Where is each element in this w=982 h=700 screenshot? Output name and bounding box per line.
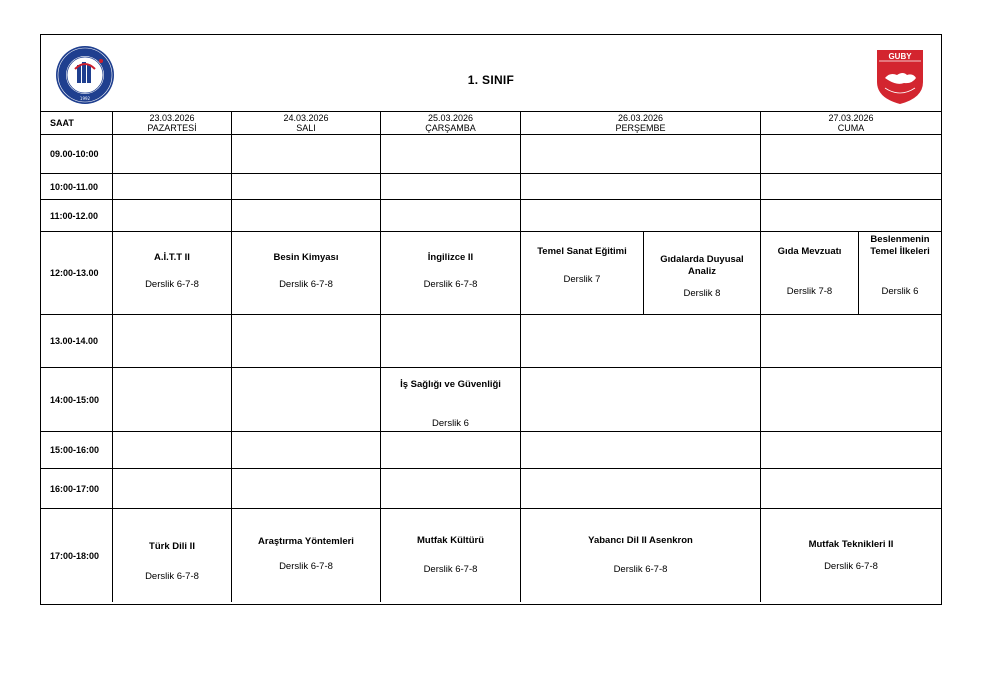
empty-cell (232, 469, 381, 509)
empty-cell (521, 469, 761, 509)
time-slot: 17:00-18:00 (41, 509, 113, 602)
course-name: Gıda Mevzuatı (777, 246, 842, 257)
empty-cell (521, 135, 761, 174)
day-header-fri (761, 112, 941, 135)
day-header-tue (232, 112, 381, 135)
empty-cell (232, 135, 381, 174)
time-slot: 11:00-12.00 (41, 200, 113, 232)
course-cell (232, 232, 381, 315)
empty-cell (232, 432, 381, 469)
empty-cell (381, 315, 521, 368)
time-slot: 09.00-10:00 (41, 135, 113, 174)
course-cell (761, 509, 941, 602)
guby-shield-icon (875, 48, 925, 106)
empty-cell (381, 469, 521, 509)
course-room: Derslik 6-7-8 (279, 279, 333, 290)
day-header-mon (113, 112, 232, 135)
empty-cell (232, 174, 381, 200)
empty-cell (113, 174, 232, 200)
empty-cell (113, 200, 232, 232)
course-cell (232, 509, 381, 602)
course-room: Derslik 6-7-8 (613, 564, 668, 575)
empty-cell (761, 174, 941, 200)
empty-cell (761, 315, 941, 368)
course-room: Derslik 6-7-8 (279, 561, 333, 572)
time-slot: 13.00-14.00 (41, 315, 113, 368)
course-name: Yabancı Dil II Asenkron (588, 535, 693, 546)
course-cell (381, 368, 521, 432)
course-name: Araştırma Yöntemleri (258, 536, 354, 547)
course-room: Derslik 6-7-8 (824, 561, 878, 572)
svg-text:GUBY: GUBY (888, 52, 912, 61)
empty-cell (113, 315, 232, 368)
empty-cell (232, 200, 381, 232)
course-cell (113, 509, 232, 602)
course-cell (521, 509, 761, 602)
empty-cell (381, 200, 521, 232)
day-date: 27.03.2026 (828, 113, 874, 123)
course-name: Türk Dili II (149, 541, 195, 552)
empty-cell (521, 174, 761, 200)
day-date: 25.03.2026 (427, 113, 474, 123)
empty-cell (761, 135, 941, 174)
empty-cell (232, 368, 381, 432)
time-slot: 16:00-17:00 (41, 469, 113, 509)
course-room: Derslik 8 (683, 288, 721, 299)
day-header-thu (521, 112, 761, 135)
time-slot: 14:00-15:00 (41, 368, 113, 432)
empty-cell (521, 200, 761, 232)
time-slot: 10:00-11.00 (41, 174, 113, 200)
course-name: Besin Kimyası (273, 252, 339, 263)
empty-cell (381, 135, 521, 174)
empty-cell (113, 469, 232, 509)
course-name: İş Sağlığı ve Güvenliği (400, 379, 501, 390)
course-cell (113, 232, 232, 315)
svg-text:1992: 1992 (79, 96, 91, 101)
empty-cell (381, 432, 521, 469)
course-room: Derslik 6-7-8 (423, 279, 478, 290)
empty-cell (521, 315, 761, 368)
empty-cell (381, 174, 521, 200)
day-name: PAZARTESİ (147, 123, 197, 133)
empty-cell (761, 469, 941, 509)
empty-cell (113, 368, 232, 432)
course-room: Derslik 7 (563, 274, 601, 285)
empty-cell (113, 432, 232, 469)
time-column-header: SAAT (41, 112, 113, 135)
course-name: Mutfak Kültürü (416, 535, 485, 546)
empty-cell (232, 315, 381, 368)
day-date: 24.03.2026 (283, 113, 329, 123)
day-date: 26.03.2026 (617, 113, 664, 123)
schedule-sheet (40, 34, 942, 605)
time-slot: 12:00-13.00 (41, 232, 113, 315)
empty-cell (521, 368, 761, 432)
day-name: SALI (296, 123, 316, 133)
course-cell (761, 232, 859, 315)
day-name: PERŞEMBE (615, 123, 666, 133)
page-title: 1. SINIF (467, 73, 515, 87)
course-room: Derslik 6-7-8 (145, 571, 199, 582)
course-room: Derslik 7-8 (786, 286, 833, 297)
course-room: Derslik 6-7-8 (423, 564, 478, 575)
empty-cell (761, 432, 941, 469)
course-name: A.İ.T.T II (154, 252, 190, 263)
schedule-header (41, 35, 941, 112)
day-name: ÇARŞAMBA (425, 123, 476, 133)
course-room: Derslik 6-7-8 (145, 279, 199, 290)
course-name: İngilizce II (427, 252, 474, 263)
course-name: Gıdalarda Duyusal Analiz (660, 254, 744, 277)
day-name: CUMA (837, 123, 865, 133)
course-cell (859, 232, 941, 315)
course-name: Temel Sanat Eğitimi (537, 246, 627, 257)
course-name: Beslenmenin Temel İlkeleri (870, 234, 930, 257)
empty-cell (761, 368, 941, 432)
course-cell (644, 232, 761, 315)
day-header-wed (381, 112, 521, 135)
course-room: Derslik 6 (881, 286, 919, 297)
empty-cell (113, 135, 232, 174)
course-cell (521, 232, 644, 315)
course-name: Mutfak Teknikleri II (808, 539, 894, 550)
time-slot: 15:00-16:00 (41, 432, 113, 469)
empty-cell (761, 200, 941, 232)
course-room: Derslik 6 (432, 418, 469, 429)
day-date: 23.03.2026 (149, 113, 195, 123)
course-cell (381, 232, 521, 315)
course-cell (381, 509, 521, 602)
empty-cell (521, 432, 761, 469)
